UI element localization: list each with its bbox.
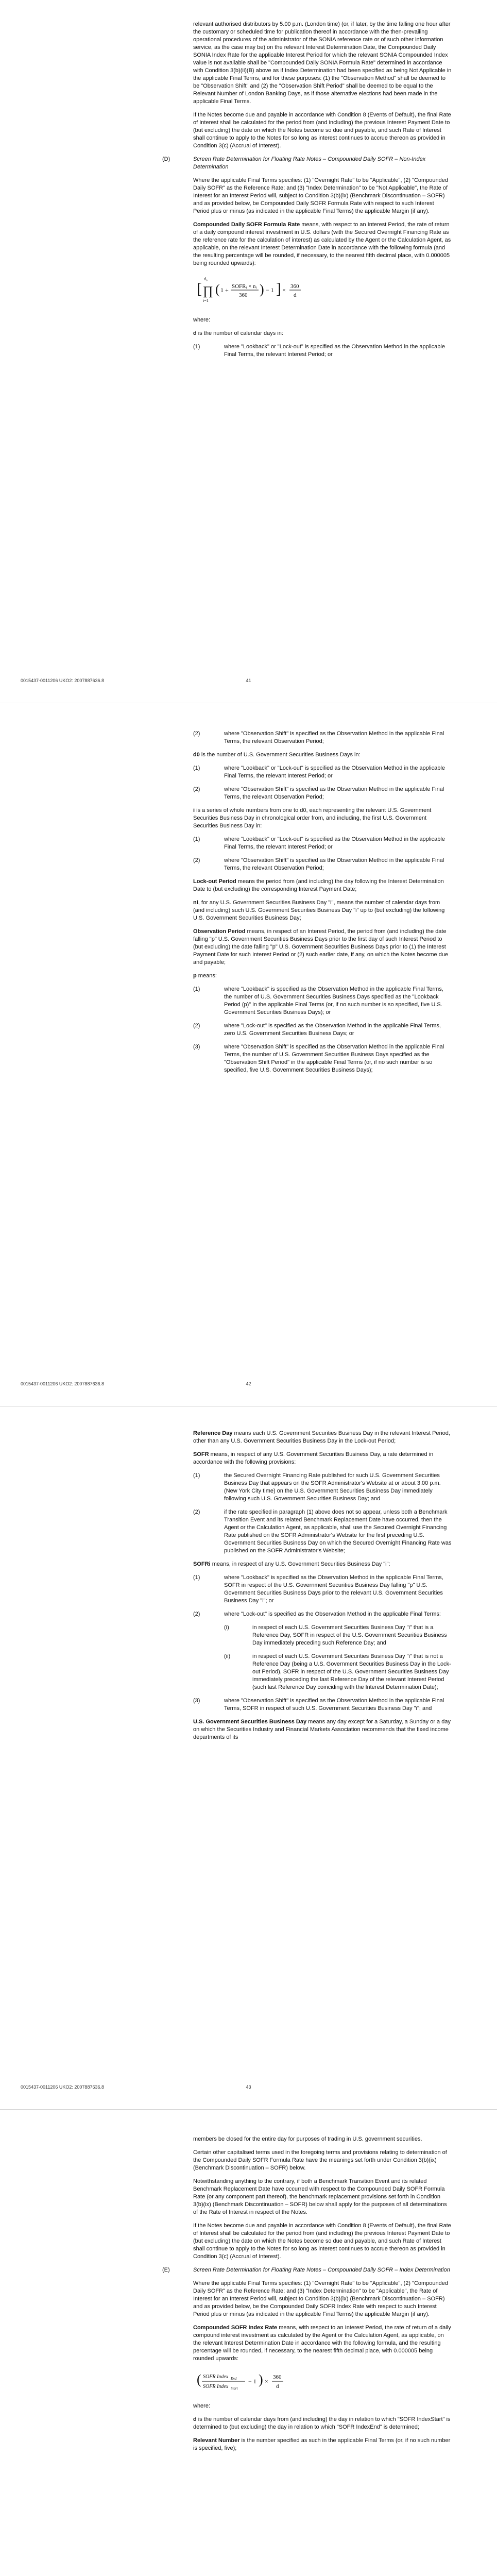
defined-term: d bbox=[193, 330, 197, 336]
definition-reference-day bbox=[0, 1430, 497, 1445]
definition-text: is a series of whole numbers from one to d0, each representing the relevant U.S. Government Securities Business Day in chronological order from, and including, the first U.S. Government Securities Business Day in: bbox=[193, 807, 432, 829]
svg-text:360: 360 bbox=[273, 2374, 282, 2380]
svg-text:SOFR Index: SOFR Index bbox=[203, 2374, 229, 2380]
item-text: the Secured Overnight Financing Rate published for such U.S. Government Securities Business Day that appears on the SOFR Administrator's Website at or about 3.00 p.m. (New York City time) on the U.S. Government Securities Business Day immediately following such U.S. Government Securities Business Day; and bbox=[224, 1472, 441, 1502]
document-page-42 bbox=[0, 703, 497, 1406]
svg-text:− 1: − 1 bbox=[266, 286, 274, 294]
definition-text: means, in respect of any U.S. Government Securities Business Day "i": bbox=[212, 1561, 390, 1567]
section-d-intro: Where the applicable Final Terms specifies: (1) "Overnight Rate" to be "Applicable", (2) "Compounded Daily SOFR" as the Reference Rate; and (3) "Index Determination" to be "Not Applicable", the Rate of Interest for an Interest Period will, subject to Condition 3(b)(ix) (Benchmark Discontinuation – SOFR) and as provided below, be Compounded Daily SOFR Formula Rate with respect to such Interest Period plus or minus (as indicated in the applicable Final Terms) the applicable Margin (if any). bbox=[193, 177, 449, 214]
definition-observation-period bbox=[0, 928, 497, 967]
list-item bbox=[0, 836, 497, 851]
document-page-43 bbox=[0, 1406, 497, 2110]
list-item bbox=[0, 1611, 497, 1618]
events-of-default-paragraph: If the Notes become due and payable in accordance with Condition 8 (Events of Default), the final Rate of Interest shall be calculated for the period from (and including) the previous Interest Payment Date to (but excluding) the date on which the Notes become so due and payable, and such Rate of Interest shall continue to apply to the Notes for so long as interest continues to accrue thereon as provided in Condition 3(c) (Accrual of Interest). bbox=[193, 2223, 451, 2260]
item-number: (1) bbox=[193, 1574, 200, 1581]
document-reference: 0015437-0011206 UKO2: 2007887636.8 bbox=[21, 1381, 104, 1386]
where-label: where: bbox=[193, 317, 211, 323]
list-item bbox=[0, 857, 497, 872]
item-number: (1) bbox=[193, 1472, 200, 1479]
page-body bbox=[0, 730, 497, 1080]
defined-term: Observation Period bbox=[193, 928, 246, 935]
item-text: where "Lookback" is specified as the Observation Method in the applicable Final Terms, SOFR in respect of the U.S. Government Securities Business Day falling "p" U.S. Government Securities Business Days prior to the relevant U.S. Government Securities Business Day "i"; or bbox=[224, 1574, 443, 1604]
item-number: (2) bbox=[193, 857, 200, 863]
item-number: (2) bbox=[193, 1611, 200, 1617]
page-number: 43 bbox=[246, 2084, 251, 2090]
item-text: if the rate specified in paragraph (1) above does not so appear, unless both a Benchmark Transition Event and its related Benchmark Replacement Date have occurred, then the Agent or the Calculation Agent, as applicable, shall use the Secured Overnight Financing Rate published on the SOFR Administrator's Website for the first preceding U.S. Government Securities Business Day on which the Secured Overnight Financing Rate was published on the SOFR Administrator's Website; bbox=[224, 1509, 452, 1554]
defined-term: Compounded SOFR Index Rate bbox=[193, 2325, 278, 2331]
definition-sofr bbox=[0, 1451, 497, 1466]
svg-text:×: × bbox=[282, 286, 286, 294]
svg-text:i=1: i=1 bbox=[203, 298, 209, 303]
svg-text:1 +: 1 + bbox=[220, 286, 229, 294]
defined-term: p bbox=[193, 973, 197, 979]
defined-term: Reference Day bbox=[193, 1430, 233, 1436]
list-item bbox=[0, 786, 497, 801]
definition-text: means: bbox=[198, 973, 217, 979]
section-e-intro: Where the applicable Final Terms specifies: (1) "Overnight Rate" to be "Applicable", (2) "Compounded Daily SOFR" as the Reference Rate; and (3) "Index Determination" to be "Applicable", the Rate of Interest for an Interest Period will, subject to Condition 3(b)(ix) (Benchmark Discontinuation – SOFR) and as provided below, be the Compounded Daily SOFR Index Rate with respect to such Interest Period plus or minus (as indicated in the applicable Final Terms) the applicable Margin (if any). bbox=[193, 2280, 449, 2317]
document-reference: 0015437-0011206 UKO2: 2007887636.8 bbox=[21, 678, 104, 683]
page-footer bbox=[21, 2084, 476, 2092]
svg-text:[: [ bbox=[197, 280, 202, 297]
definition-compounded-sofr-index-rate bbox=[0, 2324, 497, 2363]
svg-text:×: × bbox=[265, 2378, 268, 2385]
svg-text:): ) bbox=[260, 282, 264, 297]
definition-text: means, in respect of an Interest Period, the period from (and including) the date falling "p" U.S. Government Securities Business Days prior to the first day of such Interest Period to (but excluding) the date falling "p" U.S. Government Securities Business Days prior to (1) the Interest Payment Date for such Interest Period or (2) such earlier date, if any, on which the Notes become due and payable; bbox=[193, 928, 449, 965]
item-number: (2) bbox=[193, 1023, 200, 1029]
item-text: where "Lock-out" is specified as the Observation Method in the applicable Final Terms: bbox=[224, 1611, 441, 1617]
list-item bbox=[0, 1043, 497, 1074]
item-number: (3) bbox=[193, 1044, 200, 1050]
defined-term: d0 bbox=[193, 752, 200, 758]
list-item bbox=[0, 1509, 497, 1555]
list-item bbox=[0, 765, 497, 780]
item-text: where "Lock-out" is specified as the Observation Method in the applicable Final Terms, zero U.S. Government Securities Business Days; or bbox=[224, 1023, 441, 1037]
item-text: in respect of each U.S. Government Securities Business Day "i" that is not a Reference Day (being a U.S. Government Securities Business Day in the Lock-out Period), SOFR in respect of the U.S. Government Securities Business Day immediately preceding the last Reference Day of the relevant Interest Period (such last Reference Day coinciding with the Interest Determination Date); bbox=[252, 1653, 451, 1690]
svg-text:(: ( bbox=[215, 282, 220, 297]
page-body bbox=[0, 2136, 497, 2458]
svg-text:360: 360 bbox=[290, 283, 299, 290]
svg-text:SOFR Index: SOFR Index bbox=[203, 2384, 229, 2389]
item-number: (i) bbox=[224, 1624, 229, 1631]
definition-p bbox=[0, 972, 497, 980]
item-number: (1) bbox=[193, 765, 200, 771]
defined-term: i bbox=[193, 807, 195, 814]
definition-text: is the number of U.S. Government Securities Business Days in: bbox=[201, 752, 361, 758]
item-number: (1) bbox=[193, 836, 200, 842]
item-text: where "Observation Shift" is specified as the Observation Method in the applicable Final Terms, SOFR in respect of such U.S. Government Securities Business Day "i"; and bbox=[224, 1698, 444, 1711]
sub-list-item bbox=[0, 1624, 497, 1647]
list-item bbox=[0, 1022, 497, 1038]
item-number: (1) bbox=[193, 986, 200, 992]
item-number: (2) bbox=[193, 786, 200, 792]
page-number: 42 bbox=[246, 1381, 251, 1386]
definition-text: is the number specified as such in the applicable Final Terms (or, if no such number is specified, five); bbox=[193, 2437, 451, 2451]
page-body bbox=[0, 1430, 497, 1747]
document-reference: 0015437-0011206 UKO2: 2007887636.8 bbox=[21, 2084, 104, 2090]
section-label: (D) bbox=[162, 156, 170, 162]
events-of-default-paragraph: If the Notes become due and payable in accordance with Condition 8 (Events of Default), the final Rate of Interest shall be calculated for the period from (and including) the previous Interest Payment Date to (but excluding) the date on which the Notes become so due and payable, and such Rate of Interest shall continue to apply to the Notes for so long as interest continues to accrue thereon as provided in Condition 3(c) (Accrual of Interest). bbox=[193, 112, 451, 149]
item-number: (1) bbox=[193, 344, 200, 350]
definition-d bbox=[0, 330, 497, 337]
definition-text: means each U.S. Government Securities Business Day in the relevant Interest Period, other than any U.S. Government Securities Business Day in the Lock-out Period; bbox=[193, 1430, 450, 1444]
list-item bbox=[0, 730, 497, 745]
svg-text:SOFRᵢ × nᵢ: SOFRᵢ × nᵢ bbox=[232, 283, 257, 290]
definition-text: means, with respect to an Interest Period, the rate of return of a daily compound interest investment in U.S. dollars (with the Secured Overnight Financing Rate as the reference rate for the calculation of interest) as calculated by the Agent or the Calculation Agent, as applicable, on the relevant Interest Determination Date in accordance with the following formula (and the resulting percentage will be rounded, if necessary, to the nearest fifth decimal place, with 0.000005 being rounded upwards): bbox=[193, 222, 451, 266]
item-text: where "Observation Shift" is specified as the Observation Method in the applicable Final Terms, the number of U.S. Government Securities Business Days specified as the "Observation Shift Period" in the applicable Final Terms (or, if no such number is so specified, five U.S. Government Securities Business Days); bbox=[224, 1044, 444, 1073]
definition-text: means any day except for a Saturday, a Sunday or a day on which the Securities Industry and Financial Markets Association recommends that the fixed income departments of its bbox=[193, 1719, 451, 1740]
item-text: where "Observation Shift" is specified as the Observation Method in the applicable Final Terms, the relevant Observation Period; bbox=[224, 786, 444, 800]
definition-text: is the number of calendar days in: bbox=[198, 330, 283, 336]
svg-text:d: d bbox=[294, 292, 297, 298]
definition-text: means the period from (and including) the day following the Interest Determination Date to (but excluding) the corresponding Interest Payment Date; bbox=[193, 878, 444, 892]
item-text: where "Observation Shift" is specified as the Observation Method in the applicable Final Terms, the relevant Observation Period; bbox=[224, 857, 444, 871]
defined-term: Lock-out Period bbox=[193, 878, 236, 885]
defined-term: d bbox=[193, 2416, 197, 2422]
continuation-paragraph: members be closed for the entire day for purposes of trading in U.S. government securities. bbox=[193, 2136, 422, 2142]
notwithstanding-paragraph: Notwithstanding anything to the contrary, if both a Benchmark Transition Event and its related Benchmark Replacement Date have occurred with respect to the Compounded Daily SOFR Formula Rate (or any component part thereof), the benchmark replacement provisions set forth in Condition 3(b)(ix) (Benchmark Discontinuation – SOFR) below shall apply for the purposes of all determinations of the Rate of Interest in respect of the Notes. bbox=[193, 2178, 447, 2215]
page-number: 41 bbox=[246, 678, 251, 683]
svg-text:d₀: d₀ bbox=[204, 277, 208, 281]
svg-text:Start: Start bbox=[231, 2386, 238, 2391]
item-number: (2) bbox=[193, 731, 200, 737]
definition-text: is the number of calendar days from (and including) the day in relation to which "SOFR IndexStart" is determined to (but excluding) the day in relation to which "SOFR IndexEnd" is determined; bbox=[193, 2416, 451, 2430]
defined-term: Relevant Number bbox=[193, 2437, 240, 2444]
svg-text:(: ( bbox=[197, 2372, 201, 2387]
definition-d0 bbox=[0, 751, 497, 759]
list-item bbox=[0, 1472, 497, 1503]
section-label: (E) bbox=[162, 2267, 170, 2273]
section-title: Screen Rate Determination for Floating Rate Notes – Compounded Daily SOFR – Non-Index Determination bbox=[193, 156, 426, 170]
page-footer bbox=[21, 678, 476, 685]
list-item bbox=[0, 343, 497, 359]
svg-text:): ) bbox=[259, 2372, 263, 2387]
svg-text:∏: ∏ bbox=[203, 284, 213, 298]
section-e-heading bbox=[0, 2266, 497, 2274]
continuation-paragraph: relevant authorised distributors by 5.00 p.m. (London time) (or, if later, by the time falling one hour after the customary or scheduled time for publication thereof in accordance with the then-prevailing operational procedures of the administrator of the SONIA reference rate or of such other information service, as the case may be) on the relevant Interest Determination Date, the Compounded Daily SONIA Index Rate for the applicable Interest Period for which the relevant SONIA Compounded Index value is not available shall be "Compounded Daily SONIA Formula Rate" determined in accordance with Condition 3(b)(ii)(B) above as if Index Determination had been specified as being Not Applicable in the applicable Final Terms, and for these purposes: (1) the "Observation Method" shall be deemed to be "Observation Shift" and (2) the "Observation Shift Period" shall be deemed to be equal to the Relevant Number of London Banking Days, as if those alternative elections had been made in the applicable Final Terms. bbox=[193, 21, 452, 105]
definition-text: means, with respect to an Interest Period, the rate of return of a daily compound interest investment as calculated by the Agent or the Calculation Agent, as applicable, on the relevant Interest Determination Date in accordance with the following formula, and the resulting percentage will be rounded, if necessary, to the nearest fifth decimal place, with 0.000005 being rounded upwards: bbox=[193, 2325, 451, 2362]
section-d-heading bbox=[0, 156, 497, 171]
definition-relevant-number bbox=[0, 2437, 497, 2452]
document-page-41 bbox=[0, 0, 497, 703]
svg-text:d: d bbox=[276, 2383, 279, 2389]
page-footer bbox=[21, 1381, 476, 1388]
definition-lockout-period bbox=[0, 878, 497, 893]
svg-text:360: 360 bbox=[239, 292, 248, 298]
definition-i bbox=[0, 807, 497, 830]
definition-compounded-daily-sofr bbox=[0, 221, 497, 267]
defined-term: U.S. Government Securities Business Day bbox=[193, 1719, 307, 1725]
page-body bbox=[0, 21, 497, 364]
item-text: in respect of each U.S. Government Securities Business Day "i" that is a Reference Day, SOFR in respect of the U.S. Government Securities Business Day immediately preceding such Reference Day; and bbox=[252, 1624, 447, 1646]
list-item bbox=[0, 1697, 497, 1713]
document-page-44 bbox=[0, 2110, 497, 2576]
item-text: where "Lookback" or "Lock-out" is specified as the Observation Method in the applicable Final Terms, the relevant Interest Period; or bbox=[224, 344, 445, 358]
item-number: (ii) bbox=[224, 1653, 231, 1659]
svg-text:End: End bbox=[231, 2377, 237, 2381]
sub-list-item bbox=[0, 1653, 497, 1691]
item-text: where "Lookback" or "Lock-out" is specified as the Observation Method in the applicable Final Terms, the relevant Interest Period; or bbox=[224, 836, 445, 850]
defined-term: Compounded Daily SOFR Formula Rate bbox=[193, 222, 300, 228]
index-formula bbox=[0, 2368, 497, 2395]
definition-sofri bbox=[0, 1561, 497, 1568]
compounding-formula bbox=[0, 273, 497, 309]
definition-text: , for any U.S. Government Securities Business Day "i", means the number of calendar days from (and including) such U.S. Government Securities Business Day "i" up to (but excluding) the following U.S. Government Securities Business Day; bbox=[193, 900, 445, 921]
item-text: where "Observation Shift" is specified as the Observation Method in the applicable Final Terms, the relevant Observation Period; bbox=[224, 731, 444, 744]
svg-text:− 1: − 1 bbox=[248, 2378, 256, 2385]
defined-term: SOFR bbox=[193, 1451, 209, 1458]
formula-graphic bbox=[196, 2368, 314, 2393]
defined-term: SOFRi bbox=[193, 1561, 211, 1567]
definition-ni bbox=[0, 899, 497, 922]
formula-graphic bbox=[196, 273, 330, 306]
item-text: where "Lookback" or "Lock-out" is specified as the Observation Method in the applicable Final Terms, the relevant Interest Period; or bbox=[224, 765, 445, 779]
item-number: (2) bbox=[193, 1509, 200, 1515]
definition-text: means, in respect of any U.S. Government Securities Business Day, a rate determined in accordance with the following provisions: bbox=[193, 1451, 434, 1465]
svg-text:]: ] bbox=[276, 280, 281, 297]
definition-d-index bbox=[0, 2416, 497, 2431]
list-item bbox=[0, 1574, 497, 1605]
definition-us-gov-securities-business-day bbox=[0, 1718, 497, 1741]
item-text: where "Lookback" is specified as the Observation Method in the applicable Final Terms, the number of U.S. Government Securities Business Days specified as the "Lookback Period (p)" in the applicable Final Terms (or, if no such number is so specified, five U.S. Government Securities Business Days); or bbox=[224, 986, 443, 1015]
section-title: Screen Rate Determination for Floating Rate Notes – Compounded Daily SOFR – Index Determination bbox=[193, 2267, 450, 2273]
item-number: (3) bbox=[193, 1698, 200, 1704]
defined-term: ni bbox=[193, 900, 198, 906]
capitalised-terms-paragraph: Certain other capitalised terms used in the foregoing terms and provisions relating to determination of the Compounded Daily SOFR Formula Rate have the meanings set forth under Condition 3(b)(ix) (Benchmark Discontinuation – SOFR) below. bbox=[193, 2149, 447, 2171]
where-label: where: bbox=[193, 2403, 211, 2409]
list-item bbox=[0, 986, 497, 1016]
